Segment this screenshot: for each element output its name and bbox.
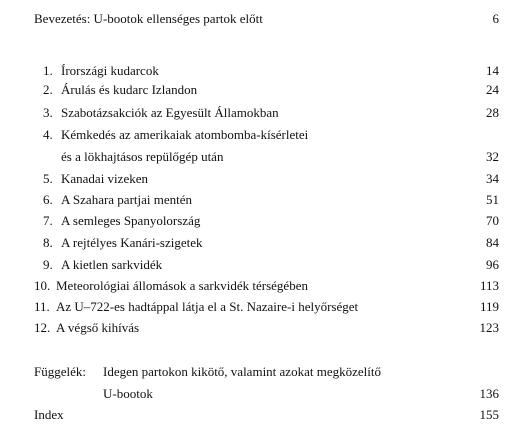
chapter-page: 24: [486, 82, 499, 97]
chapter-title: A semleges Spanyolország: [61, 213, 201, 228]
toc-entry-chapter-7: [0, 211, 532, 231]
chapter-page: 28: [486, 105, 499, 120]
toc-entry-chapter-4: [0, 125, 532, 145]
toc-entry-title: Bevezetés: U-bootok ellenséges partok előtt: [34, 11, 263, 26]
toc-entry-chapter-6: [0, 190, 532, 210]
toc-entry-chapter-1: [0, 61, 532, 81]
chapter-title: Az U–722-es hadtáppal látja el a St. Nazaire-i helyőrséget: [56, 299, 359, 314]
chapter-number: 12.: [34, 320, 51, 335]
index-title: Index: [34, 407, 64, 422]
chapter-page: 32: [486, 149, 499, 164]
chapter-number: 9.: [43, 257, 53, 272]
toc-entry-appendix-continued: [0, 384, 532, 404]
toc-entry-chapter-4-continued: [0, 147, 532, 167]
chapter-page: 84: [486, 235, 499, 250]
toc-entry-chapter-12: [0, 318, 532, 338]
toc-entry-index: [0, 405, 532, 425]
appendix-label: Függelék:: [34, 364, 86, 379]
chapter-title: A kietlen sarkvidék: [61, 257, 163, 272]
chapter-page: 123: [479, 320, 499, 335]
chapter-page: 34: [486, 171, 499, 186]
toc-entry-chapter-2: [0, 80, 532, 100]
toc-entry-chapter-8: [0, 233, 532, 253]
chapter-title: A Szahara partjai mentén: [61, 192, 193, 207]
chapter-page: 14: [486, 63, 499, 78]
chapter-title: Írországi kudarcok: [61, 63, 159, 78]
chapter-number: 6.: [43, 192, 53, 207]
chapter-number: 7.: [43, 213, 53, 228]
chapter-page: 119: [479, 299, 499, 314]
chapter-number: 1.: [43, 63, 53, 78]
chapter-number: 11.: [34, 299, 50, 314]
chapter-number: 2.: [43, 82, 53, 97]
toc-entry-chapter-10: [0, 276, 532, 296]
chapter-number: 3.: [43, 105, 53, 120]
toc-entry-chapter-9: [0, 255, 532, 275]
toc-entry-chapter-3: [0, 103, 532, 123]
chapter-title: A végső kihívás: [56, 320, 140, 335]
chapter-title: Kémkedés az amerikaiak atombomba-kísérletei: [61, 127, 309, 142]
chapter-title: A rejtélyes Kanári-szigetek: [61, 235, 203, 250]
toc-entry-chapter-11: [0, 297, 532, 317]
chapter-number: 5.: [43, 171, 53, 186]
appendix-page: 136: [479, 386, 499, 401]
chapter-title: Árulás és kudarc Izlandon: [61, 82, 198, 97]
chapter-title-continued: és a lökhajtásos repülőgép után: [61, 149, 224, 164]
chapter-page: 113: [479, 278, 499, 293]
chapter-page: 51: [486, 192, 499, 207]
chapter-number: 8.: [43, 235, 53, 250]
chapter-page: 70: [486, 213, 499, 228]
toc-entry-appendix: [0, 362, 532, 382]
toc-entry-page: 6: [492, 11, 499, 26]
chapter-number: 4.: [43, 127, 53, 142]
chapter-page: 96: [486, 257, 499, 272]
index-page: 155: [479, 407, 499, 422]
chapter-title: Meteorológiai állomások a sarkvidék térségében: [56, 278, 308, 293]
chapter-title: Szabotázsakciók az Egyesült Államokban: [61, 105, 279, 120]
chapter-title: Kanadai vizeken: [61, 171, 148, 186]
toc-entry-chapter-5: [0, 169, 532, 189]
appendix-title: Idegen partokon kikötő, valamint azokat megközelítő: [103, 364, 381, 379]
chapter-number: 10.: [34, 278, 51, 293]
toc-entry-intro: [0, 9, 532, 29]
appendix-title-continued: U-bootok: [103, 386, 153, 401]
